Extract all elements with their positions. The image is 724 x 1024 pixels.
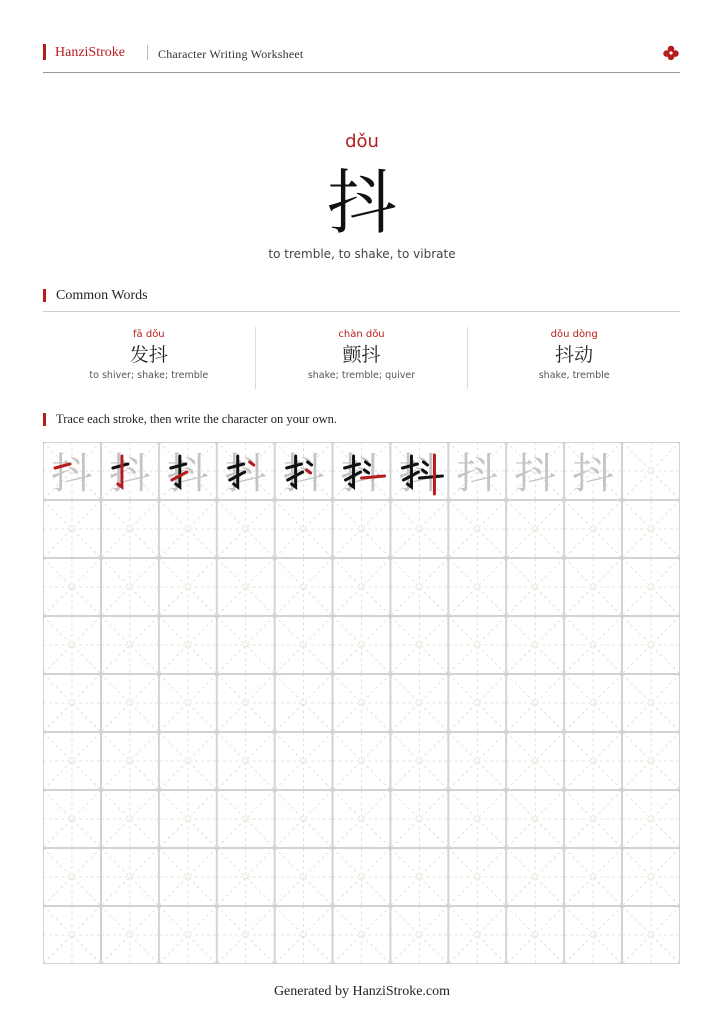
practice-cell[interactable] [101,674,159,732]
practice-cell[interactable] [448,732,506,790]
practice-cell[interactable] [622,906,680,964]
practice-cell[interactable] [333,848,391,906]
practice-cell[interactable] [159,848,217,906]
practice-cell[interactable] [448,500,506,558]
practice-cell[interactable] [101,848,159,906]
practice-cell[interactable] [622,674,680,732]
practice-cell[interactable] [390,674,448,732]
practice-cell[interactable] [506,790,564,848]
practice-cell[interactable] [275,674,333,732]
practice-cell[interactable] [43,500,101,558]
practice-cell[interactable] [390,558,448,616]
practice-cell[interactable] [506,558,564,616]
practice-cell[interactable] [159,500,217,558]
practice-cell[interactable] [448,790,506,848]
practice-cell[interactable] [390,906,448,964]
practice-cell[interactable] [448,848,506,906]
practice-cell[interactable] [622,558,680,616]
practice-cell[interactable] [333,442,391,500]
practice-cell[interactable] [159,616,217,674]
footer-credit: Generated by HanziStroke.com [273,984,451,999]
word-card[interactable] [256,327,469,389]
practice-cell[interactable] [333,500,391,558]
trace-character: 抖 [572,449,615,498]
practice-cell[interactable] [564,442,622,500]
practice-cell[interactable] [217,558,275,616]
practice-cell[interactable] [101,906,159,964]
practice-grid[interactable] [43,442,680,964]
practice-cell[interactable] [564,732,622,790]
word-hanzi: 发抖 [129,344,168,366]
practice-cell[interactable] [506,500,564,558]
word-card[interactable] [468,327,680,389]
practice-cell[interactable] [333,674,391,732]
practice-cell[interactable] [622,616,680,674]
practice-cell[interactable] [448,674,506,732]
trace-character: 抖 [398,449,441,498]
practice-cell[interactable] [159,790,217,848]
header-rule [43,72,680,73]
practice-cell[interactable] [43,616,101,674]
main-character: 抖 [327,162,397,244]
practice-cell[interactable] [564,906,622,964]
practice-cell[interactable] [43,906,101,964]
trace-character: 抖 [50,449,93,498]
flower-icon [662,44,680,62]
practice-cell[interactable] [217,442,275,500]
practice-cell[interactable] [506,732,564,790]
practice-cell[interactable] [101,616,159,674]
section-accent-bar [43,289,46,302]
worksheet-subtitle: Character Writing Worksheet [158,47,304,61]
practice-cell[interactable] [275,906,333,964]
practice-cell[interactable] [333,558,391,616]
trace-character: 抖 [108,449,151,498]
practice-cell[interactable] [43,848,101,906]
practice-cell[interactable] [275,790,333,848]
practice-cell[interactable] [333,616,391,674]
practice-cell[interactable] [217,616,275,674]
practice-cell[interactable] [159,906,217,964]
practice-cell[interactable] [390,790,448,848]
practice-cell[interactable] [159,442,217,500]
practice-cell[interactable] [622,732,680,790]
header-divider [147,45,148,60]
practice-cell[interactable] [275,616,333,674]
practice-cell[interactable] [159,732,217,790]
practice-cell[interactable] [390,500,448,558]
practice-cell[interactable] [448,616,506,674]
practice-cell[interactable] [43,732,101,790]
common-words-list [43,327,680,389]
practice-cell[interactable] [506,906,564,964]
practice-cell[interactable] [275,558,333,616]
practice-cell[interactable] [506,616,564,674]
trace-character: 抖 [514,449,557,498]
practice-cell[interactable] [101,442,159,500]
practice-cell[interactable] [622,790,680,848]
word-meaning: to shiver; shake; tremble [89,370,209,381]
word-hanzi: 颤抖 [342,344,381,366]
trace-character: 抖 [224,449,267,498]
practice-cell[interactable] [564,674,622,732]
practice-cell[interactable] [43,790,101,848]
practice-cell[interactable] [101,558,159,616]
practice-cell[interactable] [390,442,448,500]
practice-cell[interactable] [448,906,506,964]
practice-cell[interactable] [564,500,622,558]
practice-cell[interactable] [448,558,506,616]
word-hanzi: 抖动 [555,344,594,366]
practice-cell[interactable] [390,732,448,790]
stroke-mark [419,476,442,478]
practice-cell[interactable] [622,442,680,500]
practice-cell[interactable] [506,674,564,732]
word-pinyin: dǒu dòng [550,329,598,340]
practice-cell[interactable] [217,732,275,790]
practice-cell[interactable] [564,848,622,906]
practice-cell[interactable] [333,732,391,790]
practice-cell[interactable] [506,848,564,906]
practice-cell[interactable] [622,848,680,906]
practice-cell[interactable] [564,790,622,848]
trace-character: 抖 [282,449,325,498]
practice-cell[interactable] [101,732,159,790]
stroke-mark [362,476,385,478]
header [43,42,680,66]
word-meaning: shake, tremble [538,370,610,381]
practice-cell[interactable] [564,616,622,674]
word-pinyin: fā dǒu [133,329,165,340]
brand-name[interactable]: HanziStroke [55,45,125,60]
section-rule [43,311,680,312]
practice-instruction: Trace each stroke, then write the character on your own. [56,412,338,426]
practice-cell[interactable] [217,500,275,558]
trace-character: 抖 [340,449,383,498]
practice-cell[interactable] [101,790,159,848]
practice-cell[interactable] [101,500,159,558]
practice-cell[interactable] [217,906,275,964]
practice-cell[interactable] [390,616,448,674]
header-accent-bar [43,44,46,60]
practice-cell[interactable] [159,674,217,732]
practice-cell[interactable] [217,674,275,732]
word-card[interactable] [43,327,256,389]
practice-cell[interactable] [275,442,333,500]
practice-cell[interactable] [390,848,448,906]
character-meaning: to tremble, to shake, to vibrate [268,247,456,261]
common-words-title: Common Words [56,288,148,303]
word-meaning: shake; tremble; quiver [307,370,416,381]
practice-cell[interactable] [275,732,333,790]
practice-cell[interactable] [43,442,101,500]
practice-cell[interactable] [506,442,564,500]
practice-cell[interactable] [333,790,391,848]
section-accent-bar [43,413,46,426]
practice-cell[interactable] [159,558,217,616]
practice-cell[interactable] [448,442,506,500]
practice-cell[interactable] [333,906,391,964]
practice-cell[interactable] [275,500,333,558]
practice-cell[interactable] [275,848,333,906]
practice-cell[interactable] [622,500,680,558]
practice-cell[interactable] [217,848,275,906]
practice-cell[interactable] [43,674,101,732]
practice-cell[interactable] [43,558,101,616]
character-pinyin: dǒu [345,131,379,152]
practice-cell[interactable] [564,558,622,616]
practice-grid-svg [43,442,680,964]
word-pinyin: chàn dǒu [338,329,385,340]
practice-cell[interactable] [217,790,275,848]
trace-character: 抖 [166,449,209,498]
trace-character: 抖 [456,449,499,498]
